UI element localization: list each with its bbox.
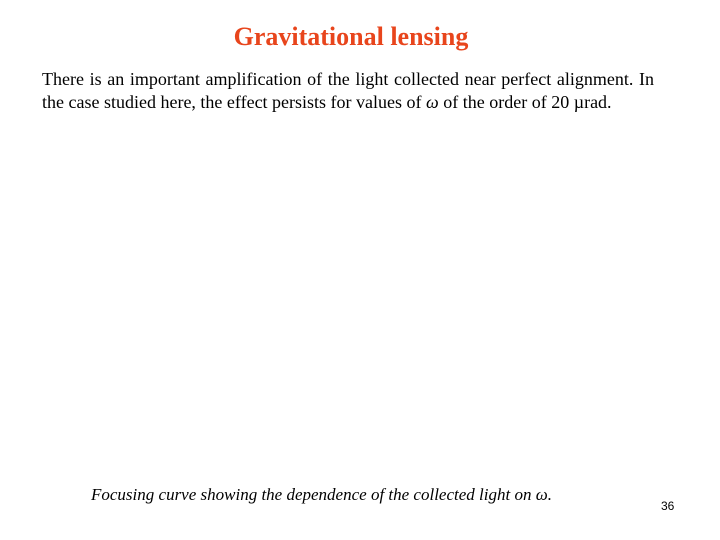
body-paragraph [42, 68, 654, 114]
body-text-part1: There is an important amplification of the light collected near perfect alignment. In the case studied here, the effect persists for values of [42, 69, 654, 112]
figure-caption: Focusing curve showing the dependence of the collected light on ω. [91, 485, 552, 504]
page-number: 36 [661, 499, 675, 513]
omega-symbol: ω [426, 92, 439, 112]
body-text-part2: of the order of 20 µrad. [438, 92, 612, 112]
slide-title: Gravitational lensing [233, 22, 469, 51]
